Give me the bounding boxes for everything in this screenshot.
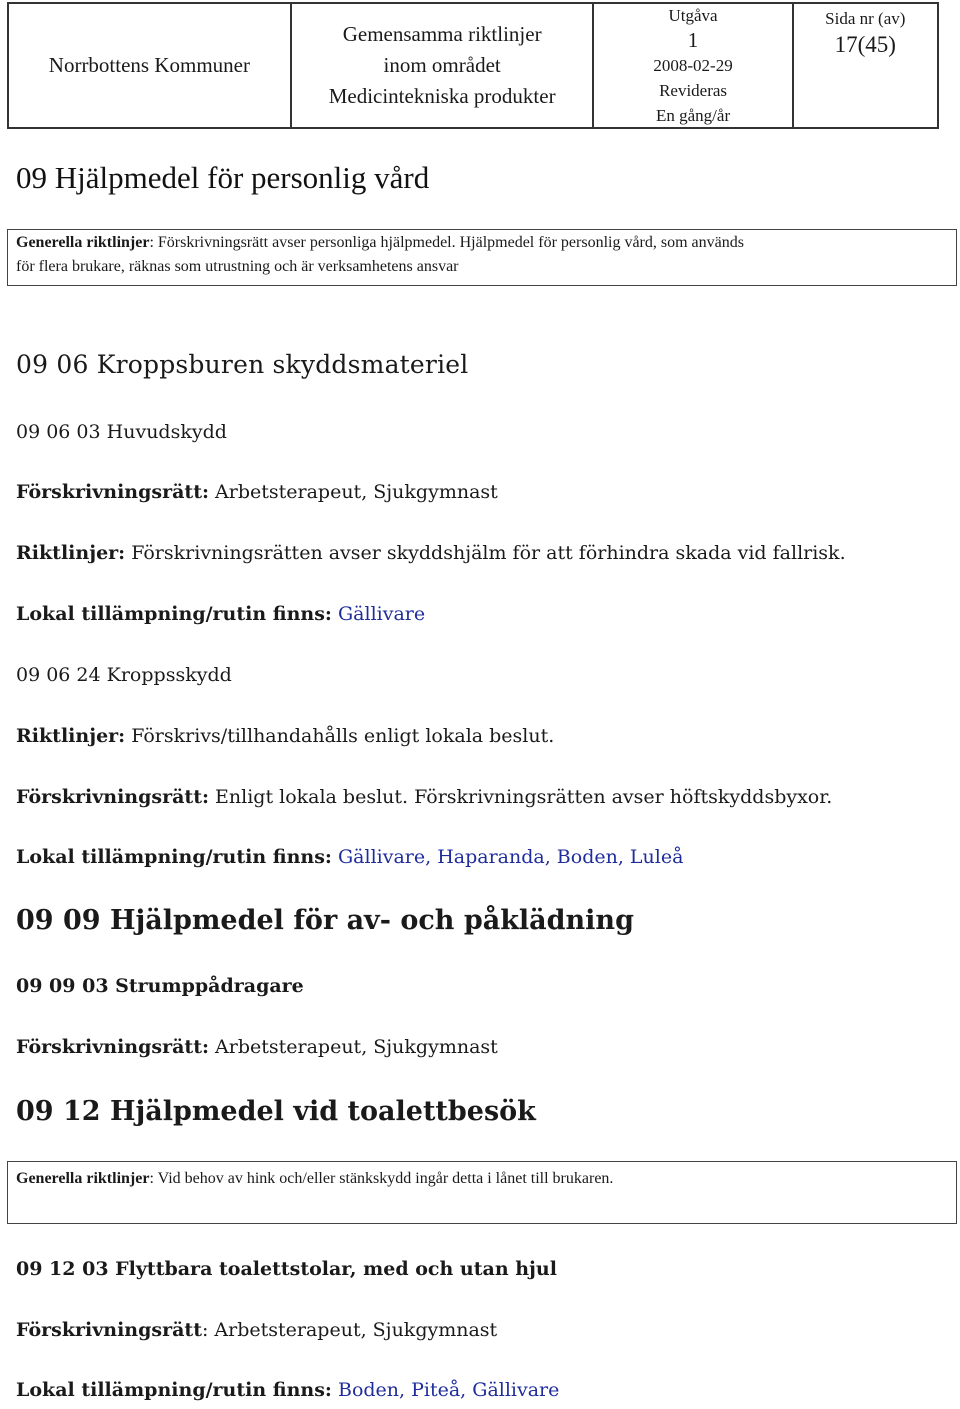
header-org-cell bbox=[9, 4, 292, 127]
subsection-heading-090624: 09 06 24 Kroppsskydd bbox=[16, 664, 232, 686]
subsection-heading-090603: 09 06 03 Huvudskydd bbox=[16, 421, 227, 443]
prescribe-line-091203 bbox=[16, 1319, 497, 1341]
guideline-label: Riktlinjer: bbox=[16, 725, 126, 747]
header-edition-cell bbox=[594, 4, 793, 127]
header-title-cell bbox=[292, 4, 595, 127]
general-guidelines-text: : Vid behov av hink och/eller stänkskydd ingår detta i lånet till brukaren. bbox=[149, 1170, 614, 1187]
header-page-value: 17(45) bbox=[834, 32, 896, 57]
general-guidelines-box bbox=[7, 229, 957, 286]
main-heading: 09 Hjälpmedel för personlig vård bbox=[16, 160, 430, 195]
general-guidelines-line1 bbox=[16, 231, 948, 255]
local-routine-value: Gällivare, Haparanda, Boden, Luleå bbox=[331, 846, 684, 868]
prescribe-value: Arbetsterapeut, Sjukgymnast bbox=[208, 1036, 498, 1058]
local-routine-line-090603 bbox=[16, 603, 425, 625]
local-routine-line-090624 bbox=[16, 846, 683, 868]
section-heading-0906: 09 06 Kroppsburen skyddsmateriel bbox=[16, 350, 469, 379]
header-page-cell bbox=[794, 4, 937, 127]
document-header-table bbox=[7, 2, 939, 129]
prescribe-label: Förskrivningsrätt: bbox=[16, 481, 209, 503]
section-heading-0909: 09 09 Hjälpmedel för av- och påklädning bbox=[16, 905, 634, 936]
prescribe-label: Förskrivningsrätt: bbox=[16, 1036, 209, 1058]
section-heading-0912: 09 12 Hjälpmedel vid toalettbesök bbox=[16, 1096, 536, 1127]
header-title-line1: Gemensamma riktlinjer bbox=[342, 22, 542, 46]
local-routine-label: Lokal tillämpning/rutin finns: bbox=[16, 603, 332, 625]
general-guidelines-box-0912 bbox=[7, 1161, 957, 1224]
local-routine-value: Gällivare bbox=[331, 603, 426, 625]
header-date: 2008-02-29 bbox=[653, 56, 733, 75]
prescribe-colon: : bbox=[201, 1319, 209, 1341]
header-revise-value: En gång/år bbox=[656, 106, 731, 125]
guideline-line-090603 bbox=[16, 542, 846, 564]
prescribe-line-090603 bbox=[16, 481, 498, 503]
header-title-line3: Medicintekniska produkter bbox=[328, 84, 556, 108]
general-guidelines-text: : Förskrivningsrätt avser personliga hjälpmedel. Hjälpmedel för personlig vård, som används bbox=[149, 234, 744, 251]
prescribe-label: Förskrivningsrätt bbox=[16, 1319, 202, 1341]
local-routine-label: Lokal tillämpning/rutin finns: bbox=[16, 1379, 332, 1401]
prescribe-value: Arbetsterapeut, Sjukgymnast bbox=[208, 1319, 498, 1341]
guideline-line-090624 bbox=[16, 725, 554, 747]
local-routine-value: Boden, Piteå, Gällivare bbox=[331, 1379, 560, 1401]
prescribe-value: Arbetsterapeut, Sjukgymnast bbox=[208, 481, 498, 503]
header-title-line2: inom området bbox=[383, 53, 501, 77]
local-routine-line-091203 bbox=[16, 1379, 559, 1401]
general-guidelines-label: Generella riktlinjer bbox=[16, 234, 150, 251]
header-revise-label: Revideras bbox=[659, 81, 728, 100]
prescribe-value: Enligt lokala beslut. Förskrivningsrätten avser höftskyddsbyxor. bbox=[208, 786, 833, 808]
prescribe-line-090624 bbox=[16, 786, 832, 808]
header-page-label: Sida nr (av) bbox=[825, 9, 906, 28]
prescribe-line-090903 bbox=[16, 1036, 498, 1058]
subsection-heading-091203: 09 12 03 Flyttbara toalettstolar, med och utan hjul bbox=[16, 1258, 557, 1280]
guideline-label: Riktlinjer: bbox=[16, 542, 126, 564]
general-guidelines-line2: för flera brukare, räknas som utrustning och är verksamhetens ansvar bbox=[16, 258, 459, 275]
prescribe-label: Förskrivningsrätt: bbox=[16, 786, 209, 808]
guideline-value: Förskrivningsrätten avser skyddshjälm för att förhindra skada vid fallrisk. bbox=[125, 542, 846, 564]
header-edition-value: 1 bbox=[687, 28, 699, 52]
subsection-heading-090903: 09 09 03 Strumppådragare bbox=[16, 975, 304, 997]
local-routine-label: Lokal tillämpning/rutin finns: bbox=[16, 846, 332, 868]
header-edition-label: Utgåva bbox=[668, 6, 718, 25]
header-org: Norrbottens Kommuner bbox=[48, 53, 250, 77]
general-guidelines-label: Generella riktlinjer bbox=[16, 1170, 150, 1187]
guideline-value: Förskrivs/tillhandahålls enligt lokala beslut. bbox=[125, 725, 555, 747]
